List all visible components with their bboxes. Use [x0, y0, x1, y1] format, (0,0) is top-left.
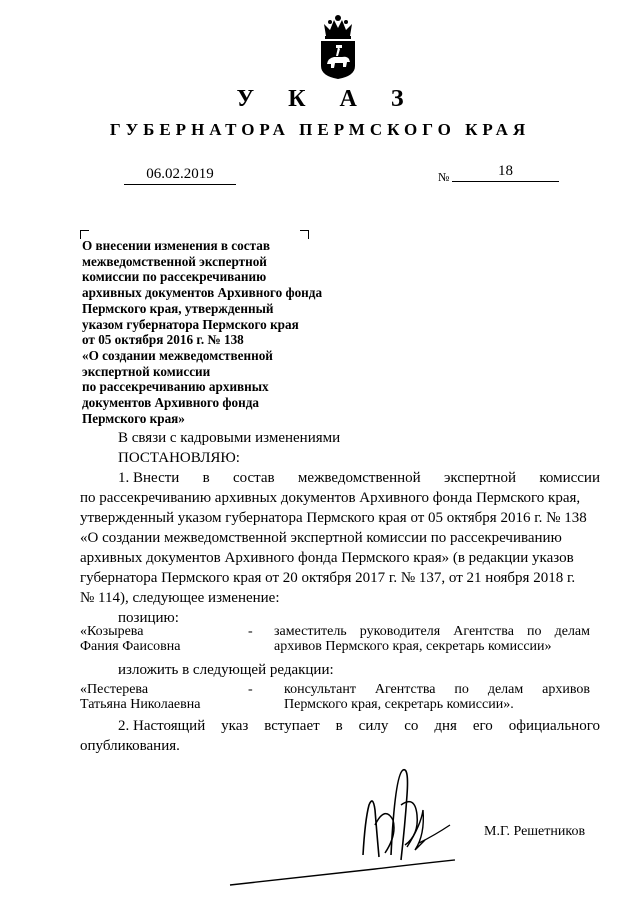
title-line: комиссии по рассекречиванию	[82, 269, 267, 285]
title-line: Пермского края, утвержденный	[82, 300, 274, 316]
word: вступает	[264, 718, 320, 734]
paragraph-1-line: «О создании межведомственной экспертной комиссии по рассекречиванию	[80, 530, 562, 546]
paragraph-1-line: губернатора Пермского края от 20 октября 2017 г. № 137, от 21 ноября 2018 г.	[80, 570, 576, 586]
issuer-heading: ГУБЕРНАТОРА ПЕРМСКОГО КРАЯ	[109, 120, 531, 139]
word: экспертной	[443, 470, 517, 486]
position-label: позицию:	[118, 610, 179, 626]
word: комиссии	[539, 470, 600, 486]
new-person-name: Татьяна Николаевна	[80, 697, 201, 712]
paragraph-1-first-line	[80, 468, 600, 488]
title-line: от 05 октября 2016 г. № 138	[82, 332, 244, 348]
decree-word: ПОСТАНОВЛЯЮ:	[118, 450, 240, 466]
old-person-dash: -	[248, 624, 253, 639]
old-person-role-line1: заместитель руководителя Агентства по делам	[274, 624, 590, 639]
new-person-surname: «Пестерева	[80, 682, 149, 697]
signatory-name: М.Г. Решетников	[484, 824, 586, 839]
decree-body	[80, 428, 600, 628]
handwritten-signature	[225, 765, 455, 890]
word: состав	[232, 470, 275, 486]
word: официального	[508, 718, 600, 734]
title-line: по рассекречиванию архивных	[82, 379, 269, 395]
word: в	[202, 470, 210, 486]
document-type-heading: У К А З	[236, 86, 418, 112]
replace-label: изложить в следующей редакции:	[118, 662, 334, 678]
title-line: архивных документов Архивного фонда	[82, 285, 323, 301]
paragraph-2-first-line	[118, 716, 600, 736]
paragraph-2-last-line: опубликования.	[80, 738, 180, 754]
old-person-surname: «Козырева	[80, 624, 144, 639]
word: силу	[358, 718, 389, 734]
word: 2. Настоящий	[118, 718, 206, 734]
title-line: экспертной комиссии	[82, 363, 211, 379]
word: в	[335, 718, 343, 734]
paragraph-1-line: архивных документов Архивного фонда Пермского края» (в редакции указов	[80, 550, 574, 566]
word: его	[472, 718, 493, 734]
intro-text: В связи с кадровыми изменениями	[118, 430, 341, 446]
word: 1. Внести	[118, 470, 180, 486]
new-person-role-line2: Пермского края, секретарь комиссии».	[284, 697, 514, 712]
word: указ	[221, 718, 249, 734]
word: со	[404, 718, 419, 734]
paragraph-1-line: по рассекречиванию архивных документов Архивного фонда Пермского края,	[80, 490, 581, 506]
old-person-name: Фания Фаисовна	[80, 639, 181, 654]
title-line: указом губернатора Пермского края	[82, 316, 299, 332]
title-line: документов Архивного фонда	[82, 395, 260, 411]
paragraph-1-line: утвержденный указом губернатора Пермского края от 05 октября 2016 г. № 138	[80, 510, 587, 526]
title-line: О внесении изменения в состав	[82, 238, 270, 253]
new-person-dash: -	[248, 682, 253, 697]
old-person-role-line2: архивов Пермского края, секретарь комиссии»	[274, 639, 552, 654]
decree-title	[82, 238, 322, 426]
decree-number: 18	[452, 163, 559, 182]
paragraph-1-line: № 114), следующее изменение:	[80, 590, 280, 606]
title-line: «О создании межведомственной	[82, 347, 273, 363]
decree-date: 06.02.2019	[124, 166, 236, 185]
title-line: межведомственной экспертной	[82, 253, 267, 269]
number-sign: №	[438, 170, 450, 184]
perm-coat-of-arms-icon	[318, 14, 358, 80]
word: дня	[434, 718, 457, 734]
word: межведомственной	[297, 470, 421, 486]
title-line: Пермского края»	[82, 410, 185, 426]
new-person-role-line1: консультант Агентства по делам архивов	[284, 682, 590, 697]
